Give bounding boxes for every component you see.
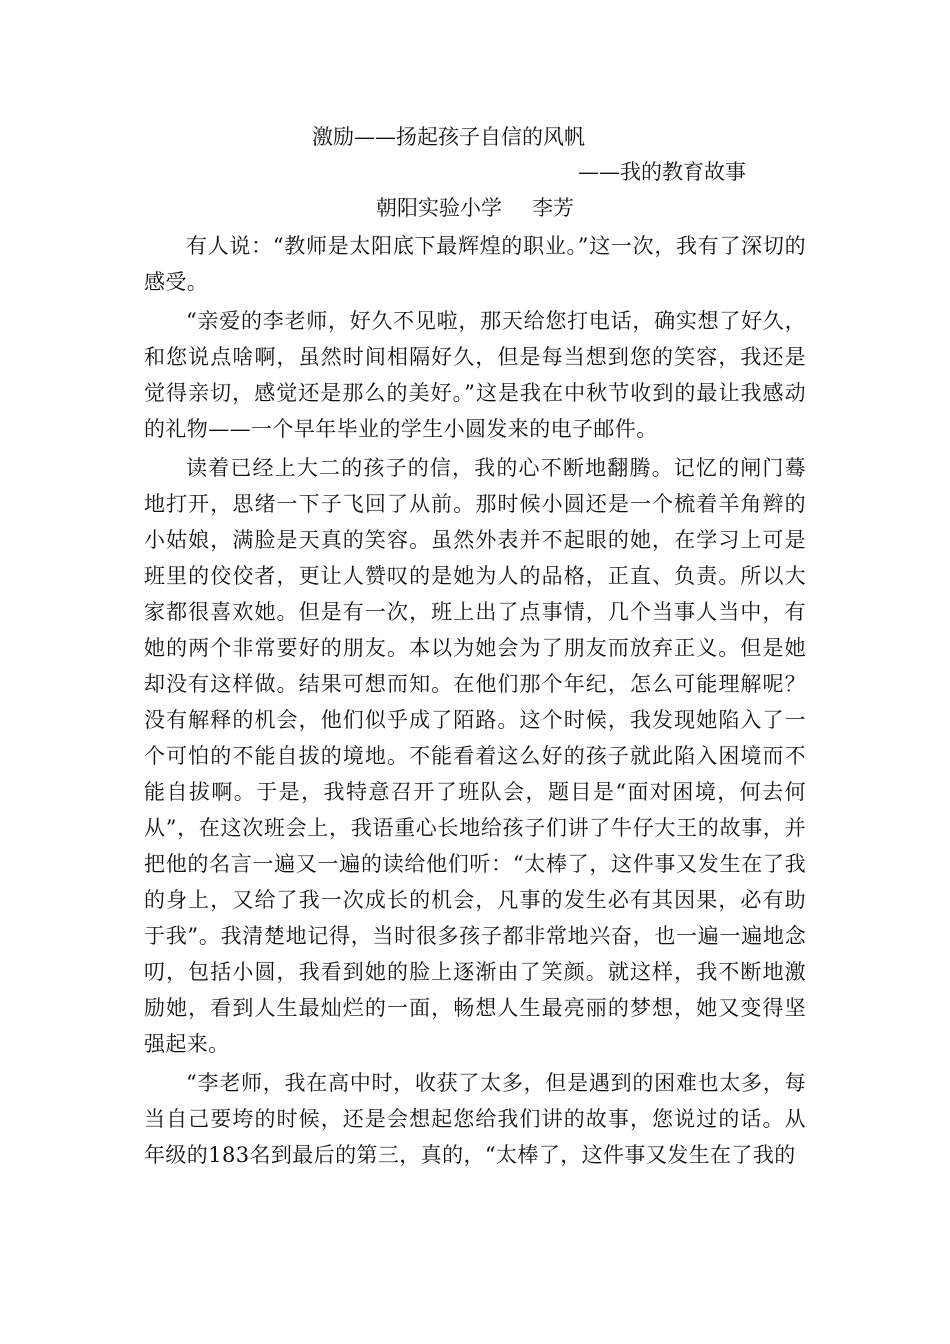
author-school: 朝阳实验小学 — [376, 196, 502, 220]
body-text — [144, 228, 806, 1176]
paragraph-2: “亲爱的李老师，好久不见啦，那天给您打电话，确实想了好久，和您说点啥啊，虽然时间相隔好久，但是每当想到您的笑容，我还是觉得亲切，感觉还是那么的美好。”这是我在中秋节收到的最让我感动的礼物——一个早年毕业的学生小圆发来的电子邮件。 — [144, 309, 806, 441]
paragraph-1: 有人说：“教师是太阳底下最辉煌的职业。”这一次，我有了深切的感受。 — [144, 234, 806, 294]
document-title: 激励——扬起孩子自信的风帆 — [312, 125, 585, 149]
document-subtitle: ——我的教育故事 — [578, 160, 746, 184]
paragraph-4: “李老师，我在高中时，收获了太多，但是遇到的困难也太多，每当自己要垮的时候，还是会想起您给我们讲的故事，您说过的话。从年级的183名到最后的第三，真的，“太棒了，这件事又发生在了我的 — [144, 1071, 806, 1167]
author-line — [376, 192, 574, 224]
author-name: 李芳 — [532, 196, 574, 220]
paragraph-3: 读着已经上大二的孩子的信，我的心不断地翻腾。记忆的闸门蓦地打开，思绪一下子飞回了从前。那时候小圆还是一个梳着羊角辫的小姑娘，满脸是天真的笑容。虽然外表并不起眼的她，在学习上可是班里的佼佼者，更让人赞叹的是她为人的品格，正直、负责。所以大家都很喜欢她。但是有一次，班上出了点事情，几个当事人当中，有她的两个非常要好的朋友。本以为她会为了朋友而放弃正义。但是她却没有这样做。结果可想而知。在他们那个年纪，怎么可能理解呢？没有解释的机会，他们似乎成了陌路。这个时候，我发现她陷入了一个可怕的不能自拔的境地。不能看着这么好的孩子就此陷入困境而不能自拔啊。于是，我特意召开了班队会，题目是“面对困境，何去何从”，在这次班会上，我语重心长地给孩子们讲了牛仔大王的故事，并把他的名言一遍又一遍的读给他们听：“太棒了，这件事又发生在了我的身上，又给了我一次成长的机会，凡事的发生必有其因果，必有助于我”。我清楚地记得，当时很多孩子都非常地兴奋，也一遍一遍地念叨，包括小圆，我看到她的脸上逐渐由了笑颜。就这样，我不断地激励她，看到人生最灿烂的一面，畅想人生最亮丽的梦想，她又变得坚强起来。 — [144, 456, 806, 1056]
